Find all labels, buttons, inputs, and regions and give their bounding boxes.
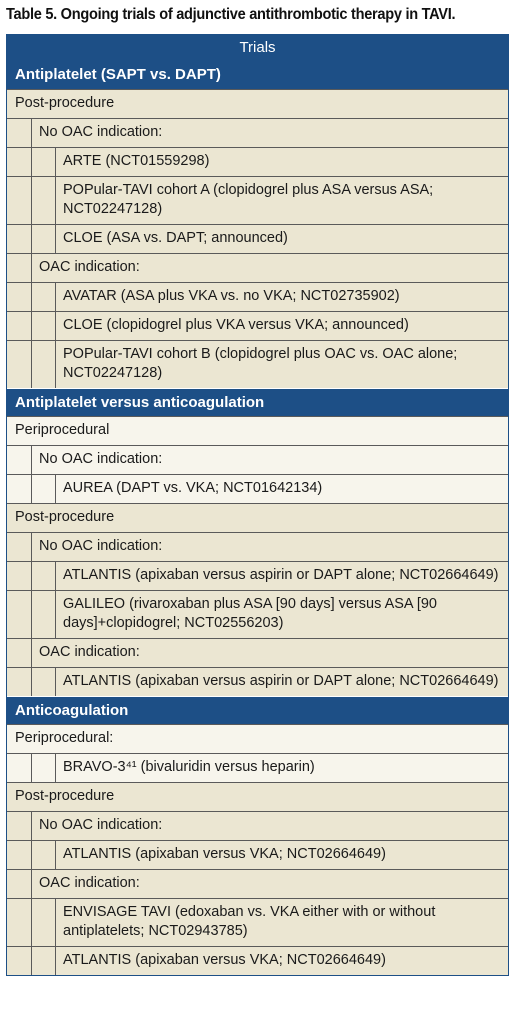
indent-line xyxy=(31,475,32,503)
row-text: POPular-TAVI cohort A (clopidogrel plus ASA versus ASA; NCT02247128) xyxy=(63,182,434,217)
indent-line xyxy=(31,533,32,561)
subcategory-row xyxy=(7,532,508,561)
trial-row xyxy=(7,282,508,311)
indent-line xyxy=(55,341,56,388)
trials-table xyxy=(6,34,509,976)
trial-row xyxy=(7,561,508,590)
row-text: No OAC indication: xyxy=(39,124,163,140)
section-header: Antiplatelet (SAPT vs. DAPT) xyxy=(7,61,508,89)
indent-line xyxy=(31,177,32,224)
row-text: POPular-TAVI cohort B (clopidogrel plus OAC vs. OAC alone; NCT02247128) xyxy=(63,346,458,381)
indent-line xyxy=(55,562,56,590)
indent-line xyxy=(55,841,56,869)
row-text: Post-procedure xyxy=(15,788,115,804)
subcategory-row xyxy=(7,869,508,898)
row-text: No OAC indication: xyxy=(39,817,163,833)
row-text: GALILEO (rivaroxaban plus ASA [90 days] versus ASA [90 days]+clopidogrel; NCT02556203) xyxy=(63,596,437,631)
indent-line xyxy=(31,812,32,840)
trial-row xyxy=(7,590,508,638)
indent-line xyxy=(55,283,56,311)
indent-line xyxy=(55,754,56,782)
trial-row xyxy=(7,898,508,946)
row-text: Post-procedure xyxy=(15,509,115,525)
trial-row xyxy=(7,340,508,388)
trial-row xyxy=(7,311,508,340)
row-text: AVATAR (ASA plus VKA vs. no VKA; NCT02735902) xyxy=(63,288,400,304)
indent-line xyxy=(31,312,32,340)
indent-line xyxy=(55,475,56,503)
indent-line xyxy=(31,254,32,282)
category-row xyxy=(7,782,508,811)
category-row xyxy=(7,503,508,532)
row-text: ATLANTIS (apixaban versus VKA; NCT02664649) xyxy=(63,952,386,968)
row-text: No OAC indication: xyxy=(39,538,163,554)
category-row xyxy=(7,89,508,118)
subcategory-row xyxy=(7,445,508,474)
trial-row xyxy=(7,667,508,696)
row-text: ATLANTIS (apixaban versus aspirin or DAPT alone; NCT02664649) xyxy=(63,567,499,583)
row-text: OAC indication: xyxy=(39,875,140,891)
indent-line xyxy=(31,870,32,898)
row-text: Periprocedural xyxy=(15,422,110,438)
indent-line xyxy=(55,668,56,696)
indent-line xyxy=(31,947,32,975)
trial-row xyxy=(7,474,508,503)
indent-line xyxy=(31,668,32,696)
indent-line xyxy=(31,562,32,590)
indent-line xyxy=(31,899,32,946)
subcategory-row xyxy=(7,253,508,282)
indent-line xyxy=(31,591,32,638)
trial-row xyxy=(7,753,508,782)
indent-line xyxy=(55,947,56,975)
section-header: Antiplatelet versus anticoagulation xyxy=(7,388,508,416)
indent-line xyxy=(31,341,32,388)
table-caption: Table 5. Ongoing trials of adjunctive antithrombotic therapy in TAVI. xyxy=(6,6,456,23)
indent-line xyxy=(55,225,56,253)
subcategory-row xyxy=(7,118,508,147)
table-body xyxy=(7,61,508,975)
indent-line xyxy=(31,119,32,147)
row-text: ENVISAGE TAVI (edoxaban vs. VKA either with or without antiplatelets; NCT02943785) xyxy=(63,904,436,939)
indent-line xyxy=(31,754,32,782)
subcategory-row xyxy=(7,638,508,667)
row-text: ATLANTIS (apixaban versus aspirin or DAPT alone; NCT02664649) xyxy=(63,673,499,689)
indent-line xyxy=(31,639,32,667)
row-text: ARTE (NCT01559298) xyxy=(63,153,210,169)
category-row xyxy=(7,416,508,445)
indent-line xyxy=(55,312,56,340)
row-text: No OAC indication: xyxy=(39,451,163,467)
trial-row xyxy=(7,176,508,224)
table-header: Trials xyxy=(7,35,508,61)
indent-line xyxy=(55,899,56,946)
indent-line xyxy=(31,225,32,253)
category-row xyxy=(7,724,508,753)
row-text: ATLANTIS (apixaban versus VKA; NCT02664649) xyxy=(63,846,386,862)
indent-line xyxy=(55,591,56,638)
trial-row xyxy=(7,946,508,975)
row-text: CLOE (ASA vs. DAPT; announced) xyxy=(63,230,288,246)
trial-row xyxy=(7,840,508,869)
subcategory-row xyxy=(7,811,508,840)
row-text: CLOE (clopidogrel plus VKA versus VKA; announced) xyxy=(63,317,409,333)
trial-row xyxy=(7,147,508,176)
indent-line xyxy=(31,841,32,869)
row-text: BRAVO-3⁴¹ (bivaluridin versus heparin) xyxy=(63,759,315,775)
indent-line xyxy=(31,446,32,474)
trial-row xyxy=(7,224,508,253)
row-text: Post-procedure xyxy=(15,95,115,111)
row-text: Periprocedural: xyxy=(15,730,114,746)
indent-line xyxy=(55,177,56,224)
indent-line xyxy=(55,148,56,176)
section-header: Anticoagulation xyxy=(7,696,508,724)
indent-line xyxy=(31,148,32,176)
row-text: AUREA (DAPT vs. VKA; NCT01642134) xyxy=(63,480,323,496)
indent-line xyxy=(31,283,32,311)
row-text: OAC indication: xyxy=(39,259,140,275)
row-text: OAC indication: xyxy=(39,644,140,660)
